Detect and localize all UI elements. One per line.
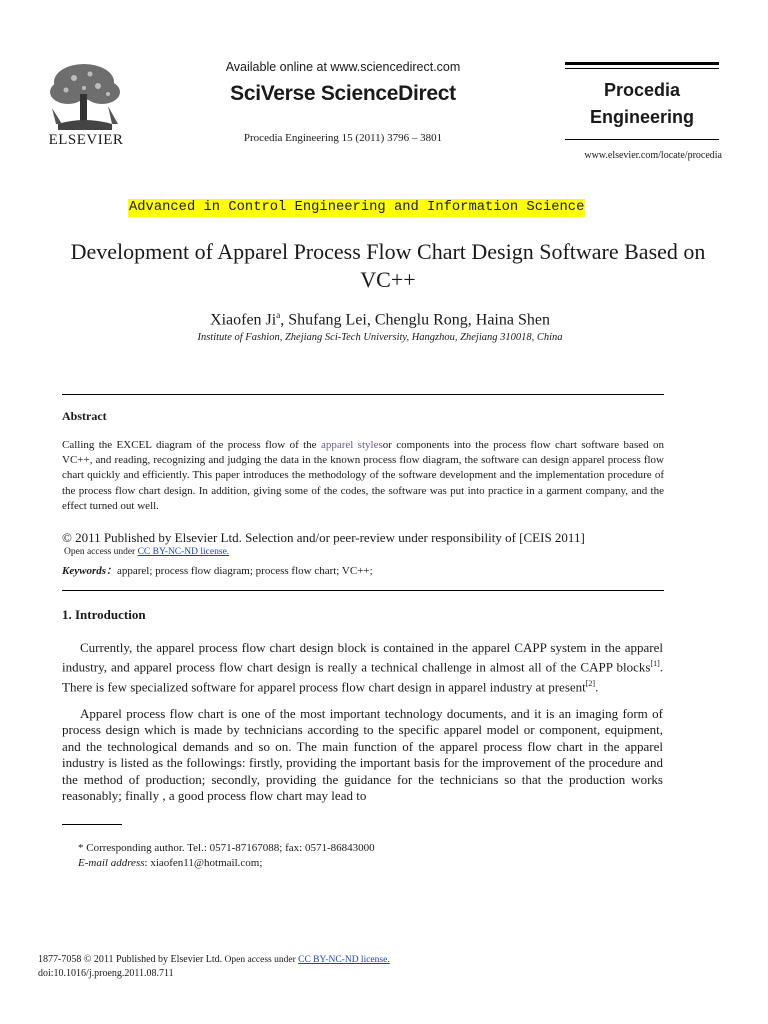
journal-box-rule	[565, 68, 719, 69]
intro-paragraph-1	[62, 640, 663, 696]
journal-url-link[interactable]: www.elsevier.com/locate/procedia	[584, 150, 722, 161]
email-address: : xiaofen11@hotmail.com;	[144, 857, 263, 869]
email-label: E-mail address	[78, 857, 145, 869]
issn-line	[38, 954, 390, 965]
abstract-heading: Abstract	[62, 409, 107, 423]
open-access-line	[64, 547, 229, 557]
bottom-open-access-prefix: Open access under	[222, 955, 299, 965]
abstract-top-rule	[62, 394, 664, 395]
abstract-bottom-rule	[62, 590, 664, 591]
keywords-text: apparel; process flow diagram; process flow chart; VC++;	[117, 565, 373, 577]
intro-p1-text-2: . There is few specialized software for apparel process flow chart design in apparel industry at present	[62, 659, 663, 695]
journal-citation: Procedia Engineering 15 (2011) 3796 – 3801	[243, 132, 443, 144]
intro-p1-text-3: .	[595, 679, 599, 695]
abstract-body	[62, 438, 664, 514]
citation-ref-1[interactable]: [1]	[650, 659, 660, 669]
journal-box-rule	[565, 62, 719, 65]
section-heading: 1. Introduction	[62, 607, 146, 622]
journal-name	[565, 77, 719, 131]
publisher-name: ELSEVIER	[48, 132, 124, 148]
footnote-rule	[62, 824, 122, 825]
footnote-email	[78, 857, 262, 869]
intro-paragraph-2: Apparel process flow chart is one of the most important technology documents, and it is an imaging form of process design which is made by technicians according to the specific apparel model or component, equipment, and the technological demands and so on. The main function of the apparel process flow chart in the apparel industry is listed as the followings: firstly, providing the important basis for the improvement of the procedure and the method of production; secondly, providing the guidance for the technicians so that the production works reasonably; finally , a good process flow chart may lead to	[62, 706, 663, 804]
intro-p1-text-1: Currently, the apparel process flow chart design block is contained in the apparel CAPP system in the apparel industry, and apparel process flow chart design is really a technical challenge in almost all of the CAPP blocks	[62, 640, 663, 675]
bottom-license-link[interactable]: CC BY-NC-ND license.	[298, 955, 390, 965]
abstract-text-1: Calling the EXCEL diagram of the process flow of the	[62, 439, 321, 451]
author-rest: , Shufang Lei, Chenglu Rong, Haina Shen	[280, 311, 550, 329]
paper-title: Development of Apparel Process Flow Chart Design Software Based on VC++	[70, 239, 706, 292]
issn-text: 1877-7058 © 2011 Published by Elsevier Ltd.	[38, 954, 223, 965]
citation-ref-2[interactable]: [2]	[585, 679, 596, 689]
affiliation: Institute of Fashion, Zhejiang Sci-Tech University, Hangzhou, Zhejiang 310018, China	[197, 332, 563, 343]
footnote-corresponding: * Corresponding author. Tel.: 0571-87167088; fax: 0571-86843000	[78, 842, 375, 854]
conference-banner: Advanced in Control Engineering and Information Science	[129, 200, 585, 215]
abstract-highlight: apparel styles	[320, 439, 383, 451]
license-link[interactable]: CC BY-NC-ND license.	[137, 547, 230, 557]
abstract-text-2: or components into the process flow chart software based on VC++, and reading, recognizing and judging the data in the known process flow diagram, the software can design apparel process flow chart quickly and efficiently. This paper introduces the methodology of the software development and the implementation procedure of the process flow chart design. In addition, giving some of the codes, the software was put into practice in a garment company, and the effect turned out well.	[62, 439, 664, 512]
keywords-separator: ：	[106, 565, 117, 577]
keywords-label: Keywords	[62, 565, 106, 577]
author-first: Xiaofen Ji	[210, 311, 277, 329]
journal-box-rule	[565, 139, 719, 140]
copyright-line: © 2011 Published by Elsevier Ltd. Selection and/or peer-review under responsibility of [CEIS 2011]	[62, 530, 585, 545]
author-list	[100, 310, 660, 329]
doi-line[interactable]: doi:10.1016/j.proeng.2011.08.711	[38, 968, 174, 979]
open-access-prefix: Open access under	[64, 547, 138, 557]
author-affiliation-marker: a	[276, 310, 281, 320]
available-online-text: Available online at www.sciencedirect.com	[225, 60, 461, 74]
journal-name-line2: Engineering	[589, 107, 694, 127]
sciverse-brand: SciVerse ScienceDirect	[230, 82, 456, 105]
journal-name-line1: Procedia	[603, 80, 681, 100]
keywords-line	[62, 562, 373, 578]
